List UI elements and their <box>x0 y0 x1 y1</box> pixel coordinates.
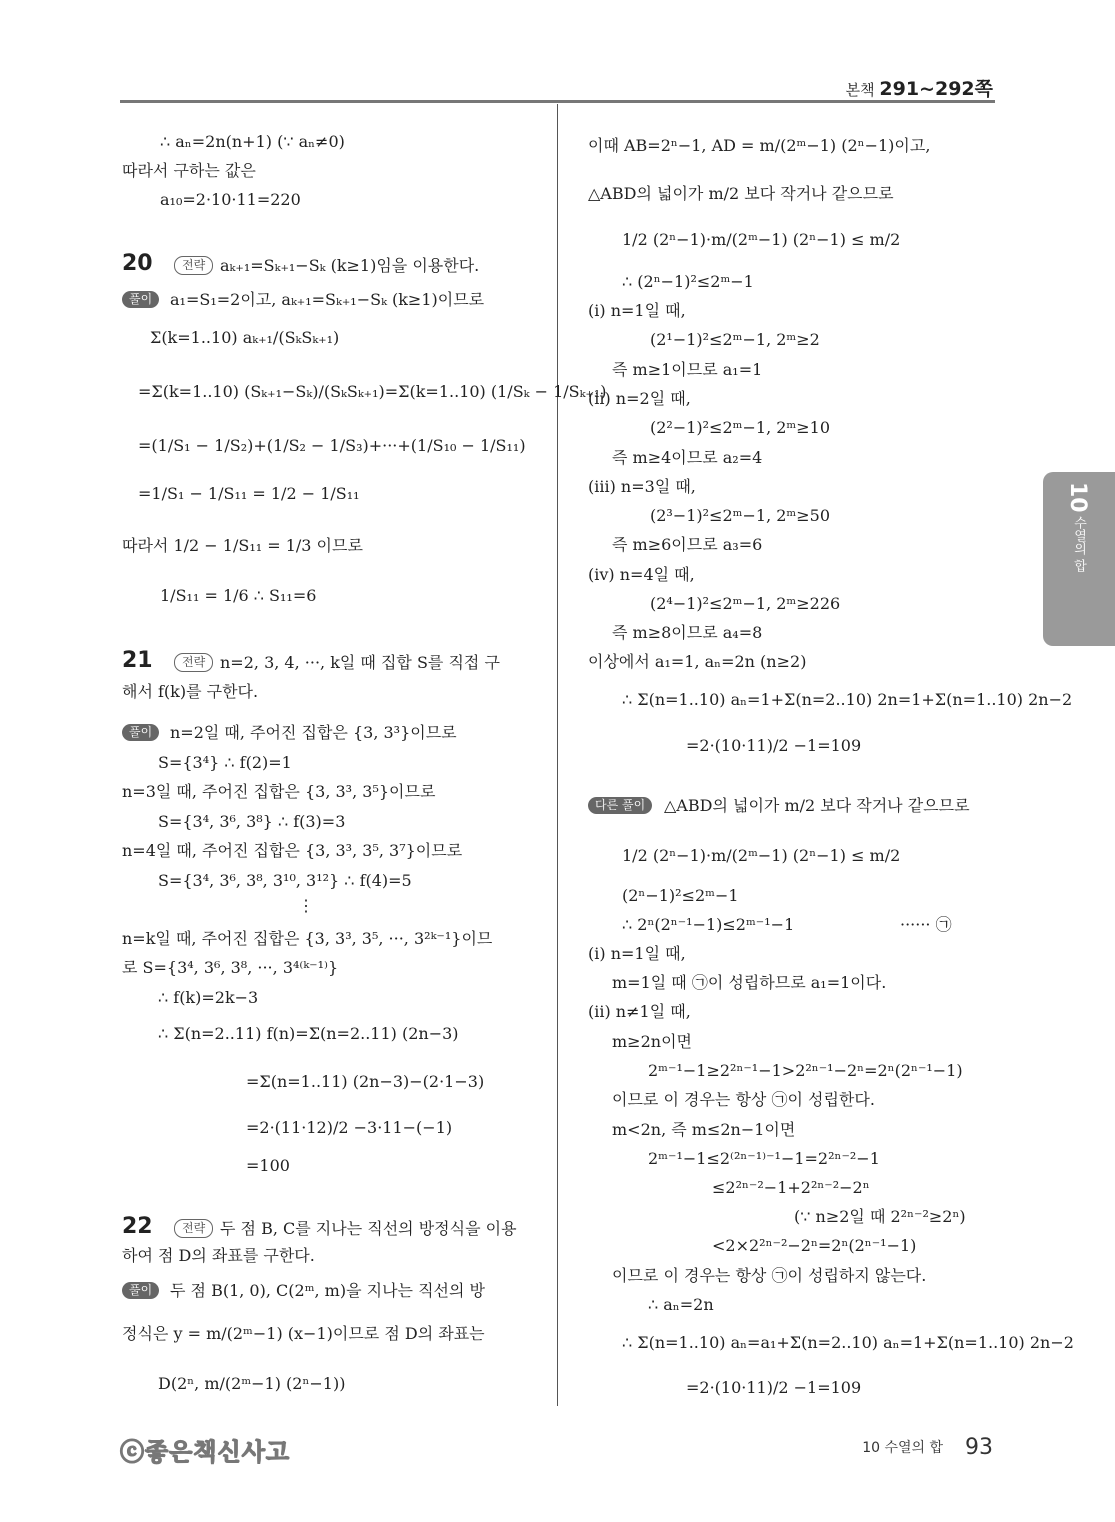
problem-number: 22 <box>122 1214 153 1239</box>
section-tag <box>174 1219 213 1239</box>
solution-line: a₁₀=2·10·11=220 <box>160 190 301 209</box>
page-footer <box>862 1435 993 1460</box>
solution-line: ⋮ <box>298 896 314 915</box>
solution-line: 2ᵐ⁻¹−1≤2⁽²ⁿ⁻¹⁾⁻¹−1=2²ⁿ⁻²−1 <box>648 1149 880 1168</box>
solution-line: 로 S={3⁴, 3⁶, 3⁸, ···, 3⁴⁽ᵏ⁻¹⁾} <box>122 958 339 977</box>
section-tag <box>174 653 213 673</box>
solution-line: S={3⁴} ∴ f(2)=1 <box>158 753 292 772</box>
solution-line: S={3⁴, 3⁶, 3⁸, 3¹⁰, 3¹²} ∴ f(4)=5 <box>158 871 412 890</box>
solution-line: ∴ Σ(n=1..10) aₙ=1+Σ(n=2..10) 2n=1+Σ(n=1..10) 2n−2 <box>622 690 1073 709</box>
solution-line: ······ ㉠ <box>900 915 952 934</box>
solution-line: ∴ (2ⁿ−1)²≤2ᵐ−1 <box>622 272 754 291</box>
solution-line: =(1/S₁ − 1/S₂)+(1/S₂ − 1/S₃)+···+(1/S₁₀ − 1/S₁₁) <box>138 436 526 455</box>
solution-line: S={3⁴, 3⁶, 3⁸} ∴ f(3)=3 <box>158 812 346 831</box>
solution-line: 따라서 구하는 값은 <box>122 161 256 180</box>
solution-line: n=2일 때, 주어진 집합은 {3, 3³}이므로 <box>170 723 457 742</box>
solution-line: =2·(10·11)/2 −1=109 <box>686 1378 862 1397</box>
section-tag <box>588 796 652 816</box>
solution-line: 따라서 1/2 − 1/S₁₁ = 1/3 이므로 <box>122 536 363 555</box>
solution-line: D(2ⁿ, m/(2ᵐ−1) (2ⁿ−1)) <box>158 1374 346 1393</box>
section-tag <box>122 290 159 310</box>
section-tag-label: 전략 <box>174 653 213 672</box>
solution-line: (2ⁿ−1)²≤2ᵐ−1 <box>622 886 739 905</box>
solution-line: (ⅱ) n=2일 때, <box>588 389 691 408</box>
page-number: 93 <box>965 1435 993 1460</box>
column-divider <box>557 104 558 1406</box>
solution-line: =2·(11·12)/2 −3·11−(−1) <box>246 1118 453 1137</box>
solution-line: m≥2n이면 <box>612 1032 692 1051</box>
section-tag <box>122 1281 159 1301</box>
solution-line: 1/2 (2ⁿ−1)·m/(2ᵐ−1) (2ⁿ−1) ≤ m/2 <box>622 846 901 865</box>
solution-line: 즉 m≥6이므로 a₃=6 <box>612 535 763 554</box>
solution-line: (ⅲ) n=3일 때, <box>588 477 696 496</box>
solution-line: 즉 m≥8이므로 a₄=8 <box>612 623 763 642</box>
chapter-side-tab <box>1043 472 1115 646</box>
solution-line: 두 점 B, C를 지나는 직선의 방정식을 이용 <box>220 1219 517 1238</box>
solution-line: ≤2²ⁿ⁻²−1+2²ⁿ⁻²−2ⁿ <box>712 1178 870 1197</box>
solution-line: Σ(k=1..10) aₖ₊₁/(SₖSₖ₊₁) <box>150 328 340 347</box>
section-tag <box>174 256 213 276</box>
solution-line: ∴ Σ(n=2..11) f(n)=Σ(n=2..11) (2n−3) <box>158 1024 459 1043</box>
header-rule <box>120 100 995 103</box>
solution-line: 이상에서 a₁=1, aₙ=2n (n≥2) <box>588 652 807 671</box>
page-reference-range: 291~292쪽 <box>879 78 993 100</box>
solution-line: n=k일 때, 주어진 집합은 {3, 3³, 3⁵, ···, 3²ᵏ⁻¹}이므 <box>122 929 493 948</box>
solution-line: =100 <box>246 1156 290 1175</box>
section-tag-label: 전략 <box>174 256 213 275</box>
solution-line: 해서 f(k)를 구한다. <box>122 682 259 701</box>
solution-line: 즉 m≥4이므로 a₂=4 <box>612 448 763 467</box>
solution-line: 이므로 이 경우는 항상 ㉠이 성립한다. <box>612 1090 875 1109</box>
solution-line: n=2, 3, 4, ···, k일 때 집합 S를 직접 구 <box>220 653 500 672</box>
section-tag <box>122 723 159 743</box>
section-tag-label: 풀이 <box>122 291 159 308</box>
chapter-number: 10 <box>1065 482 1090 513</box>
solution-line: 정식은 y = m/(2ᵐ−1) (x−1)이므로 점 D의 좌표는 <box>122 1324 485 1343</box>
solution-line: m=1일 때 ㉠이 성립하므로 a₁=1이다. <box>612 973 887 992</box>
footer-chapter: 10 수열의 합 <box>862 1440 943 1456</box>
solution-line: ∴ 2ⁿ(2ⁿ⁻¹−1)≤2ᵐ⁻¹−1 <box>622 915 795 934</box>
solution-line: =1/S₁ − 1/S₁₁ = 1/2 − 1/S₁₁ <box>138 484 360 503</box>
solution-line: △ABD의 넓이가 m/2 보다 작거나 같으므로 <box>588 184 894 203</box>
solution-line: ∴ aₙ=2n <box>648 1295 714 1314</box>
solution-line: (2⁴−1)²≤2ᵐ−1, 2ᵐ≥226 <box>650 594 841 613</box>
problem-number: 21 <box>122 648 153 673</box>
publisher-logo: ⓒ좋은책신사고 <box>120 1438 291 1466</box>
solution-line: (ⅳ) n=4일 때, <box>588 565 695 584</box>
solution-line: 두 점 B(1, 0), C(2ᵐ, m)을 지나는 직선의 방 <box>170 1281 485 1300</box>
solution-line: ∴ Σ(n=1..10) aₙ=a₁+Σ(n=2..10) aₙ=1+Σ(n=1..10) 2n−2 <box>622 1333 1074 1352</box>
solution-line: m<2n, 즉 m≤2n−1이면 <box>612 1120 796 1139</box>
chapter-title: 수열의 합 <box>1071 516 1086 573</box>
solution-line: (ⅱ) n≠1일 때, <box>588 1002 691 1021</box>
solution-line: =2·(10·11)/2 −1=109 <box>686 736 862 755</box>
solution-line: aₖ₊₁=Sₖ₊₁−Sₖ (k≥1)임을 이용한다. <box>220 256 480 275</box>
solution-line: 1/2 (2ⁿ−1)·m/(2ᵐ−1) (2ⁿ−1) ≤ m/2 <box>622 230 901 249</box>
solution-line: =Σ(k=1..10) (Sₖ₊₁−Sₖ)/(SₖSₖ₊₁)=Σ(k=1..10) (1/Sₖ − 1/Sₖ₊₁) <box>138 382 607 401</box>
section-tag-label: 전략 <box>174 1219 213 1238</box>
solution-line: =Σ(n=1..11) (2n−3)−(2·1−3) <box>246 1072 485 1091</box>
solution-line: ∴ aₙ=2n(n+1) (∵ aₙ≠0) <box>160 132 345 151</box>
problem-number: 20 <box>122 251 153 276</box>
section-tag-label: 풀이 <box>122 1282 159 1299</box>
page-reference <box>846 74 993 101</box>
solution-line: 이므로 이 경우는 항상 ㉠이 성립하지 않는다. <box>612 1266 927 1285</box>
solution-line: <2×2²ⁿ⁻²−2ⁿ=2ⁿ(2ⁿ⁻¹−1) <box>712 1236 917 1255</box>
page-reference-prefix: 본책 <box>845 81 880 99</box>
solution-line: 하여 점 D의 좌표를 구한다. <box>122 1246 315 1265</box>
section-tag-label: 다른 풀이 <box>588 797 652 814</box>
solution-line: 1/S₁₁ = 1/6 ∴ S₁₁=6 <box>160 586 317 605</box>
solution-line: ∴ f(k)=2k−3 <box>158 988 259 1007</box>
section-tag-label: 풀이 <box>122 724 159 741</box>
solution-line: (ⅰ) n=1일 때, <box>588 301 686 320</box>
solution-line: a₁=S₁=2이고, aₖ₊₁=Sₖ₊₁−Sₖ (k≥1)이므로 <box>170 290 485 309</box>
solution-line: (∵ n≥2일 때 2²ⁿ⁻²≥2ⁿ) <box>794 1207 966 1226</box>
solution-line: △ABD의 넓이가 m/2 보다 작거나 같으므로 <box>664 796 970 815</box>
solution-line: n=3일 때, 주어진 집합은 {3, 3³, 3⁵}이므로 <box>122 782 436 801</box>
solution-line: 즉 m≥1이므로 a₁=1 <box>612 360 763 379</box>
solution-line: (2¹−1)²≤2ᵐ−1, 2ᵐ≥2 <box>650 330 820 349</box>
solution-line: 2ᵐ⁻¹−1≥2²ⁿ⁻¹−1>2²ⁿ⁻¹−2ⁿ=2ⁿ(2ⁿ⁻¹−1) <box>648 1061 963 1080</box>
solution-line: (2²−1)²≤2ᵐ−1, 2ᵐ≥10 <box>650 418 830 437</box>
solution-line: (2³−1)²≤2ᵐ−1, 2ᵐ≥50 <box>650 506 830 525</box>
solution-line: (ⅰ) n=1일 때, <box>588 944 686 963</box>
solution-line: n=4일 때, 주어진 집합은 {3, 3³, 3⁵, 3⁷}이므로 <box>122 841 463 860</box>
solution-line: 이때 AB=2ⁿ−1, AD = m/(2ᵐ−1) (2ⁿ−1)이고, <box>588 136 931 155</box>
